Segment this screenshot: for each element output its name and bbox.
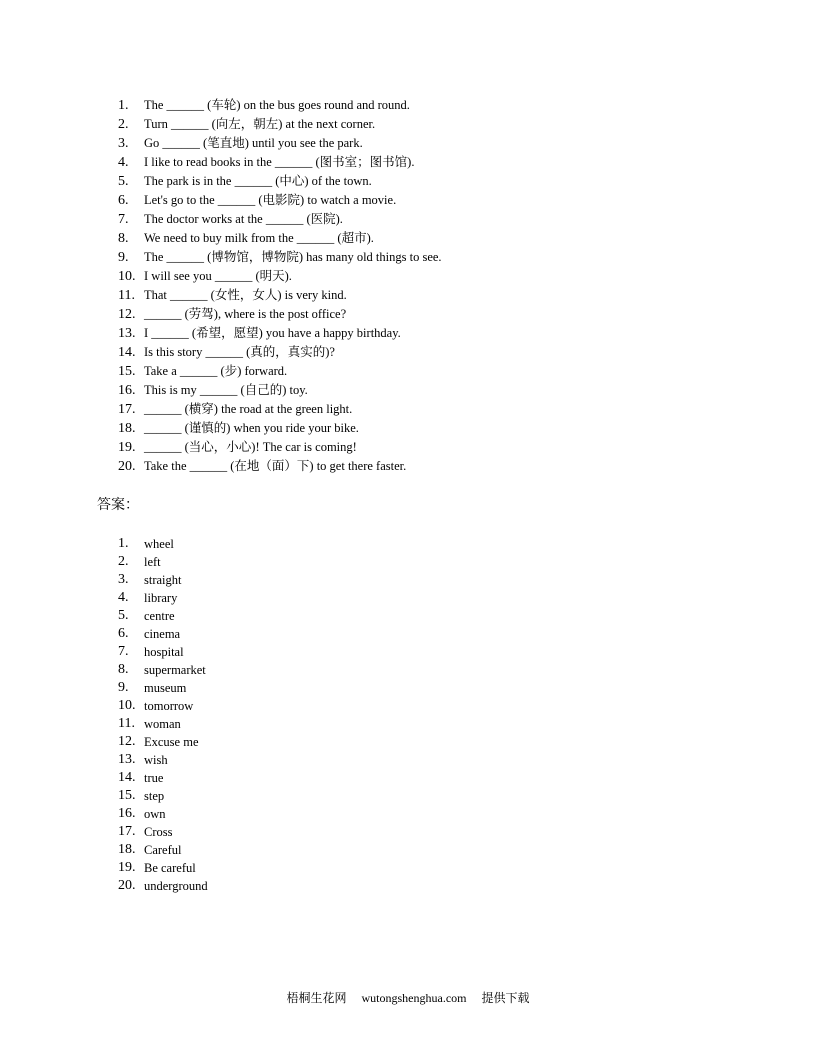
answer-number: 4. bbox=[118, 590, 129, 605]
answer-item bbox=[118, 751, 208, 769]
answer-item bbox=[118, 643, 208, 661]
answers-heading: 答案： bbox=[97, 498, 139, 513]
question-text: I like to read books in the ______ (图书室；图书馆). bbox=[144, 155, 415, 169]
answer-number: 7. bbox=[118, 644, 129, 659]
answer-number: 5. bbox=[118, 608, 129, 623]
answer-text: library bbox=[144, 591, 178, 605]
answer-number: 18. bbox=[118, 842, 136, 857]
question-number: 18. bbox=[118, 421, 136, 436]
answer-text: left bbox=[144, 555, 161, 569]
answer-number: 1. bbox=[118, 536, 129, 551]
question-item bbox=[118, 400, 442, 419]
answer-text: wheel bbox=[144, 537, 174, 551]
question-item bbox=[118, 191, 442, 210]
question-item bbox=[118, 305, 442, 324]
question-item bbox=[118, 153, 442, 172]
answer-item bbox=[118, 697, 208, 715]
answer-text: own bbox=[144, 807, 166, 821]
answer-item bbox=[118, 535, 208, 553]
question-item bbox=[118, 267, 442, 286]
question-text: We need to buy milk from the ______ (超市). bbox=[144, 231, 374, 245]
question-item bbox=[118, 438, 442, 457]
answer-text: museum bbox=[144, 681, 187, 695]
answer-number: 6. bbox=[118, 626, 129, 641]
answer-number: 2. bbox=[118, 554, 129, 569]
answer-text: Be careful bbox=[144, 861, 196, 875]
answer-text: Cross bbox=[144, 825, 173, 839]
footer-domain-link[interactable]: wutongshenghua.com bbox=[361, 991, 467, 1005]
question-number: 14. bbox=[118, 345, 136, 360]
answer-text: hospital bbox=[144, 645, 184, 659]
question-text: Take the ______ (在地（面）下) to get there faster. bbox=[144, 459, 407, 473]
question-number: 9. bbox=[118, 250, 129, 265]
question-number: 2. bbox=[118, 117, 129, 132]
answer-item bbox=[118, 553, 208, 571]
answer-number: 19. bbox=[118, 860, 136, 875]
answer-item bbox=[118, 589, 208, 607]
answer-item bbox=[118, 679, 208, 697]
answer-text: Excuse me bbox=[144, 735, 199, 749]
answer-text: underground bbox=[144, 879, 208, 893]
answer-text: true bbox=[144, 771, 164, 785]
question-text: Is this story ______ (真的，真实的)? bbox=[144, 345, 335, 359]
question-item bbox=[118, 286, 442, 305]
question-number: 16. bbox=[118, 383, 136, 398]
question-item bbox=[118, 115, 442, 134]
answer-text: woman bbox=[144, 717, 181, 731]
question-item bbox=[118, 248, 442, 267]
question-item bbox=[118, 362, 442, 381]
answer-item bbox=[118, 733, 208, 751]
answer-number: 16. bbox=[118, 806, 136, 821]
question-number: 19. bbox=[118, 440, 136, 455]
question-text: The ______ (车轮) on the bus goes round and round. bbox=[144, 98, 410, 112]
question-number: 5. bbox=[118, 174, 129, 189]
answer-number: 10. bbox=[118, 698, 136, 713]
question-list bbox=[118, 96, 442, 476]
question-text: That ______ (女性，女人) is very kind. bbox=[144, 288, 347, 302]
answer-item bbox=[118, 859, 208, 877]
question-number: 17. bbox=[118, 402, 136, 417]
answer-item bbox=[118, 787, 208, 805]
answer-list bbox=[118, 535, 208, 895]
question-item bbox=[118, 210, 442, 229]
answer-number: 9. bbox=[118, 680, 129, 695]
answer-item bbox=[118, 769, 208, 787]
question-number: 20. bbox=[118, 459, 136, 474]
answer-item bbox=[118, 571, 208, 589]
question-text: ______ (劳驾), where is the post office? bbox=[144, 307, 347, 321]
answer-number: 14. bbox=[118, 770, 136, 785]
answer-number: 12. bbox=[118, 734, 136, 749]
question-item bbox=[118, 457, 442, 476]
question-number: 13. bbox=[118, 326, 136, 341]
answer-number: 20. bbox=[118, 878, 136, 893]
answer-item bbox=[118, 841, 208, 859]
question-item bbox=[118, 172, 442, 191]
question-text: I ______ (希望，愿望) you have a happy birthday. bbox=[144, 326, 401, 340]
answer-number: 11. bbox=[118, 716, 135, 731]
answer-item bbox=[118, 625, 208, 643]
question-text: The doctor works at the ______ (医院). bbox=[144, 212, 343, 226]
answer-number: 13. bbox=[118, 752, 136, 767]
question-text: Go ______ (笔直地) until you see the park. bbox=[144, 136, 363, 150]
question-number: 11. bbox=[118, 288, 135, 303]
question-text: Take a ______ (步) forward. bbox=[144, 364, 288, 378]
answer-text: straight bbox=[144, 573, 182, 587]
answer-number: 17. bbox=[118, 824, 136, 839]
question-item bbox=[118, 134, 442, 153]
question-text: I will see you ______ (明天). bbox=[144, 269, 292, 283]
answer-item bbox=[118, 805, 208, 823]
answer-text: tomorrow bbox=[144, 699, 194, 713]
footer-site-name: 梧桐生花网 bbox=[286, 991, 347, 1005]
answer-item bbox=[118, 661, 208, 679]
answer-number: 8. bbox=[118, 662, 129, 677]
question-item bbox=[118, 229, 442, 248]
answer-number: 3. bbox=[118, 572, 129, 587]
question-item bbox=[118, 419, 442, 438]
question-text: Let's go to the ______ (电影院) to watch a movie. bbox=[144, 193, 397, 207]
answer-text: wish bbox=[144, 753, 168, 767]
page-footer bbox=[0, 990, 816, 1006]
question-text: This is my ______ (自己的) toy. bbox=[144, 383, 308, 397]
answer-text: Careful bbox=[144, 843, 182, 857]
question-text: The ______ (博物馆，博物院) has many old things to see. bbox=[144, 250, 442, 264]
question-number: 6. bbox=[118, 193, 129, 208]
question-number: 12. bbox=[118, 307, 136, 322]
question-item bbox=[118, 96, 442, 115]
answer-text: step bbox=[144, 789, 165, 803]
question-number: 10. bbox=[118, 269, 136, 284]
question-item bbox=[118, 381, 442, 400]
question-number: 15. bbox=[118, 364, 136, 379]
question-number: 8. bbox=[118, 231, 129, 246]
answer-number: 15. bbox=[118, 788, 136, 803]
answer-item bbox=[118, 715, 208, 733]
footer-note: 提供下载 bbox=[481, 991, 530, 1005]
answer-text: cinema bbox=[144, 627, 181, 641]
question-text: ______ (谨慎的) when you ride your bike. bbox=[144, 421, 359, 435]
answer-item bbox=[118, 823, 208, 841]
question-number: 4. bbox=[118, 155, 129, 170]
answer-text: supermarket bbox=[144, 663, 206, 677]
answer-text: centre bbox=[144, 609, 175, 623]
question-number: 1. bbox=[118, 98, 129, 113]
question-number: 7. bbox=[118, 212, 129, 227]
answer-item bbox=[118, 877, 208, 895]
question-text: Turn ______ (向左，朝左) at the next corner. bbox=[144, 117, 376, 131]
question-text: ______ (横穿) the road at the green light. bbox=[144, 402, 353, 416]
question-number: 3. bbox=[118, 136, 129, 151]
question-text: The park is in the ______ (中心) of the town. bbox=[144, 174, 372, 188]
answer-item bbox=[118, 607, 208, 625]
question-item bbox=[118, 324, 442, 343]
question-item bbox=[118, 343, 442, 362]
question-text: ______ (当心，小心)! The car is coming! bbox=[144, 440, 357, 454]
